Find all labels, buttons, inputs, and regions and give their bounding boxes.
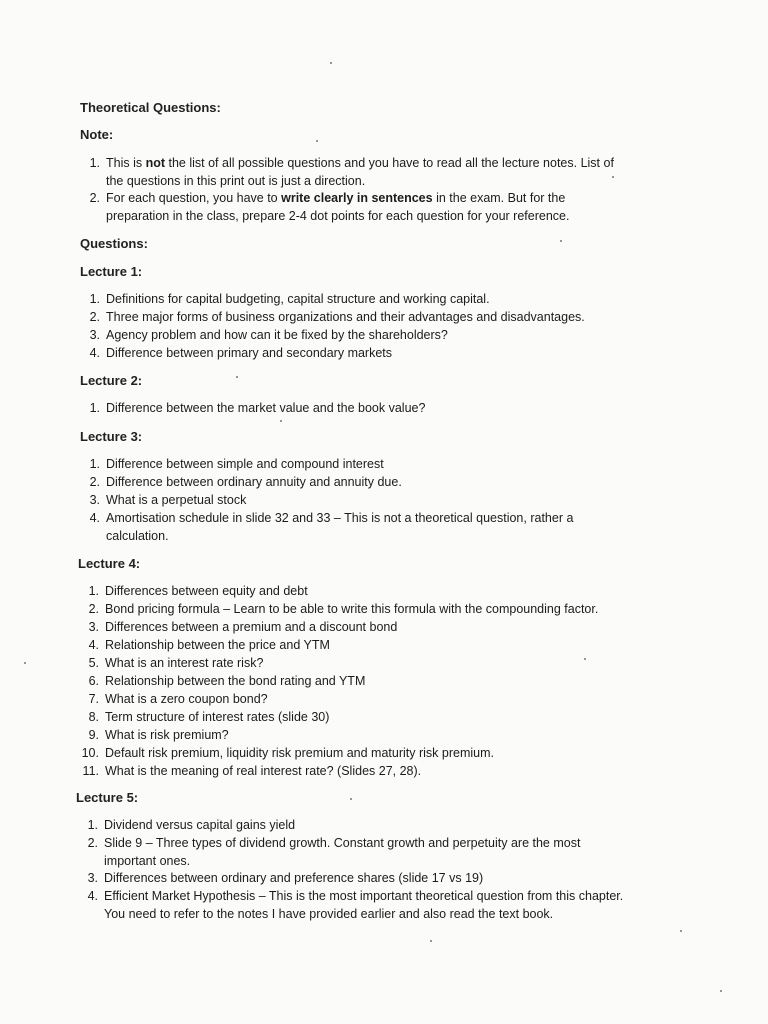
list-number: 1. — [89, 457, 100, 471]
list-number: 6. — [88, 674, 99, 688]
lecture-heading: Lecture 2: — [80, 373, 143, 388]
scan-speck — [584, 658, 586, 660]
list-number: 2. — [89, 191, 100, 205]
document-title: Theoretical Questions: — [80, 100, 221, 115]
scan-speck — [236, 376, 238, 378]
list-number: 5. — [88, 656, 99, 670]
scan-speck — [330, 62, 332, 64]
list-text: What is the meaning of real interest rate? (Slides 27, 28). — [105, 764, 422, 778]
list-number: 10. — [81, 746, 99, 760]
list-text: Difference between primary and secondary markets — [106, 346, 393, 360]
scan-speck — [612, 176, 614, 178]
list-number: 9. — [88, 728, 99, 742]
list-text: Relationship between the bond rating and YTM — [105, 674, 366, 688]
list-number: 2. — [87, 836, 98, 850]
list-text: Dividend versus capital gains yield — [104, 818, 296, 832]
list-text: Definitions for capital budgeting, capital structure and working capital. — [106, 292, 490, 306]
list-text: Bond pricing formula – Learn to be able to write this formula with the compounding factor. — [105, 602, 599, 616]
lecture-heading: Lecture 5: — [76, 790, 139, 805]
list-text: Differences between ordinary and preference shares (slide 17 vs 19) — [104, 871, 484, 885]
list-text: Difference between simple and compound interest — [106, 457, 384, 471]
list-text: Differences between equity and debt — [105, 584, 308, 598]
note-heading: Note: — [80, 127, 114, 142]
list-text: What is risk premium? — [105, 728, 229, 742]
list-text: Term structure of interest rates (slide 30) — [105, 710, 330, 724]
scan-speck — [280, 420, 282, 422]
list-number: 2. — [89, 310, 100, 324]
scan-speck — [316, 140, 318, 142]
list-number: 4. — [88, 638, 99, 652]
list-text: Default risk premium, liquidity risk premium and maturity risk premium. — [105, 746, 494, 760]
list-text: Differences between a premium and a discount bond — [105, 620, 398, 634]
list-number: 2. — [89, 475, 100, 489]
list-text: What is a perpetual stock — [106, 493, 247, 507]
scan-speck — [560, 240, 562, 242]
list-text: Amortisation schedule in slide 32 and 33 – This is not a theoretical question, rather a calculation. — [106, 511, 574, 543]
list-text: Relationship between the price and YTM — [105, 638, 330, 652]
list-number: 1. — [88, 584, 99, 598]
list-number: 1. — [89, 156, 100, 170]
scan-speck — [430, 940, 432, 942]
list-number: 3. — [89, 328, 100, 342]
note-text: This is not the list of all possible questions and you have to read all the lecture notes. List of the questions in this print out is just a direction. — [106, 156, 614, 188]
list-number: 3. — [87, 871, 98, 885]
list-number: 7. — [88, 692, 99, 706]
scan-speck — [350, 798, 352, 800]
note-text: For each question, you have to write clearly in sentences in the exam. But for the preparation in the class, prepare 2-4 dot points for each question for your reference. — [106, 191, 570, 223]
scan-speck — [720, 990, 722, 992]
lecture-heading: Lecture 4: — [78, 556, 141, 571]
list-number: 8. — [88, 710, 99, 724]
list-text: Difference between ordinary annuity and annuity due. — [106, 475, 402, 489]
list-number: 2. — [88, 602, 99, 616]
list-number: 11. — [82, 764, 99, 778]
list-number: 4. — [89, 511, 100, 525]
list-text: Difference between the market value and the book value? — [106, 401, 426, 415]
lecture-heading: Lecture 1: — [80, 264, 143, 279]
list-number: 4. — [87, 889, 98, 903]
list-text: What is an interest rate risk? — [105, 656, 264, 670]
lecture-heading: Lecture 3: — [80, 429, 143, 444]
list-number: 1. — [87, 818, 98, 832]
list-number: 3. — [88, 620, 99, 634]
list-number: 4. — [89, 346, 100, 360]
questions-heading: Questions: — [80, 236, 148, 251]
list-text: Efficient Market Hypothesis – This is the most important theoretical question from this chapter. You need to refer to the notes I have provided earlier and also read the text book. — [104, 889, 624, 921]
list-number: 1. — [89, 292, 100, 306]
scan-speck — [680, 930, 682, 932]
list-text: Agency problem and how can it be fixed by the shareholders? — [106, 328, 448, 342]
list-text: Slide 9 – Three types of dividend growth. Constant growth and perpetuity are the most important ones. — [104, 836, 581, 868]
list-number: 3. — [89, 493, 100, 507]
list-text: What is a zero coupon bond? — [105, 692, 268, 706]
scan-speck — [24, 662, 26, 664]
list-text: Three major forms of business organizations and their advantages and disadvantages. — [106, 310, 585, 324]
list-number: 1. — [89, 401, 100, 415]
